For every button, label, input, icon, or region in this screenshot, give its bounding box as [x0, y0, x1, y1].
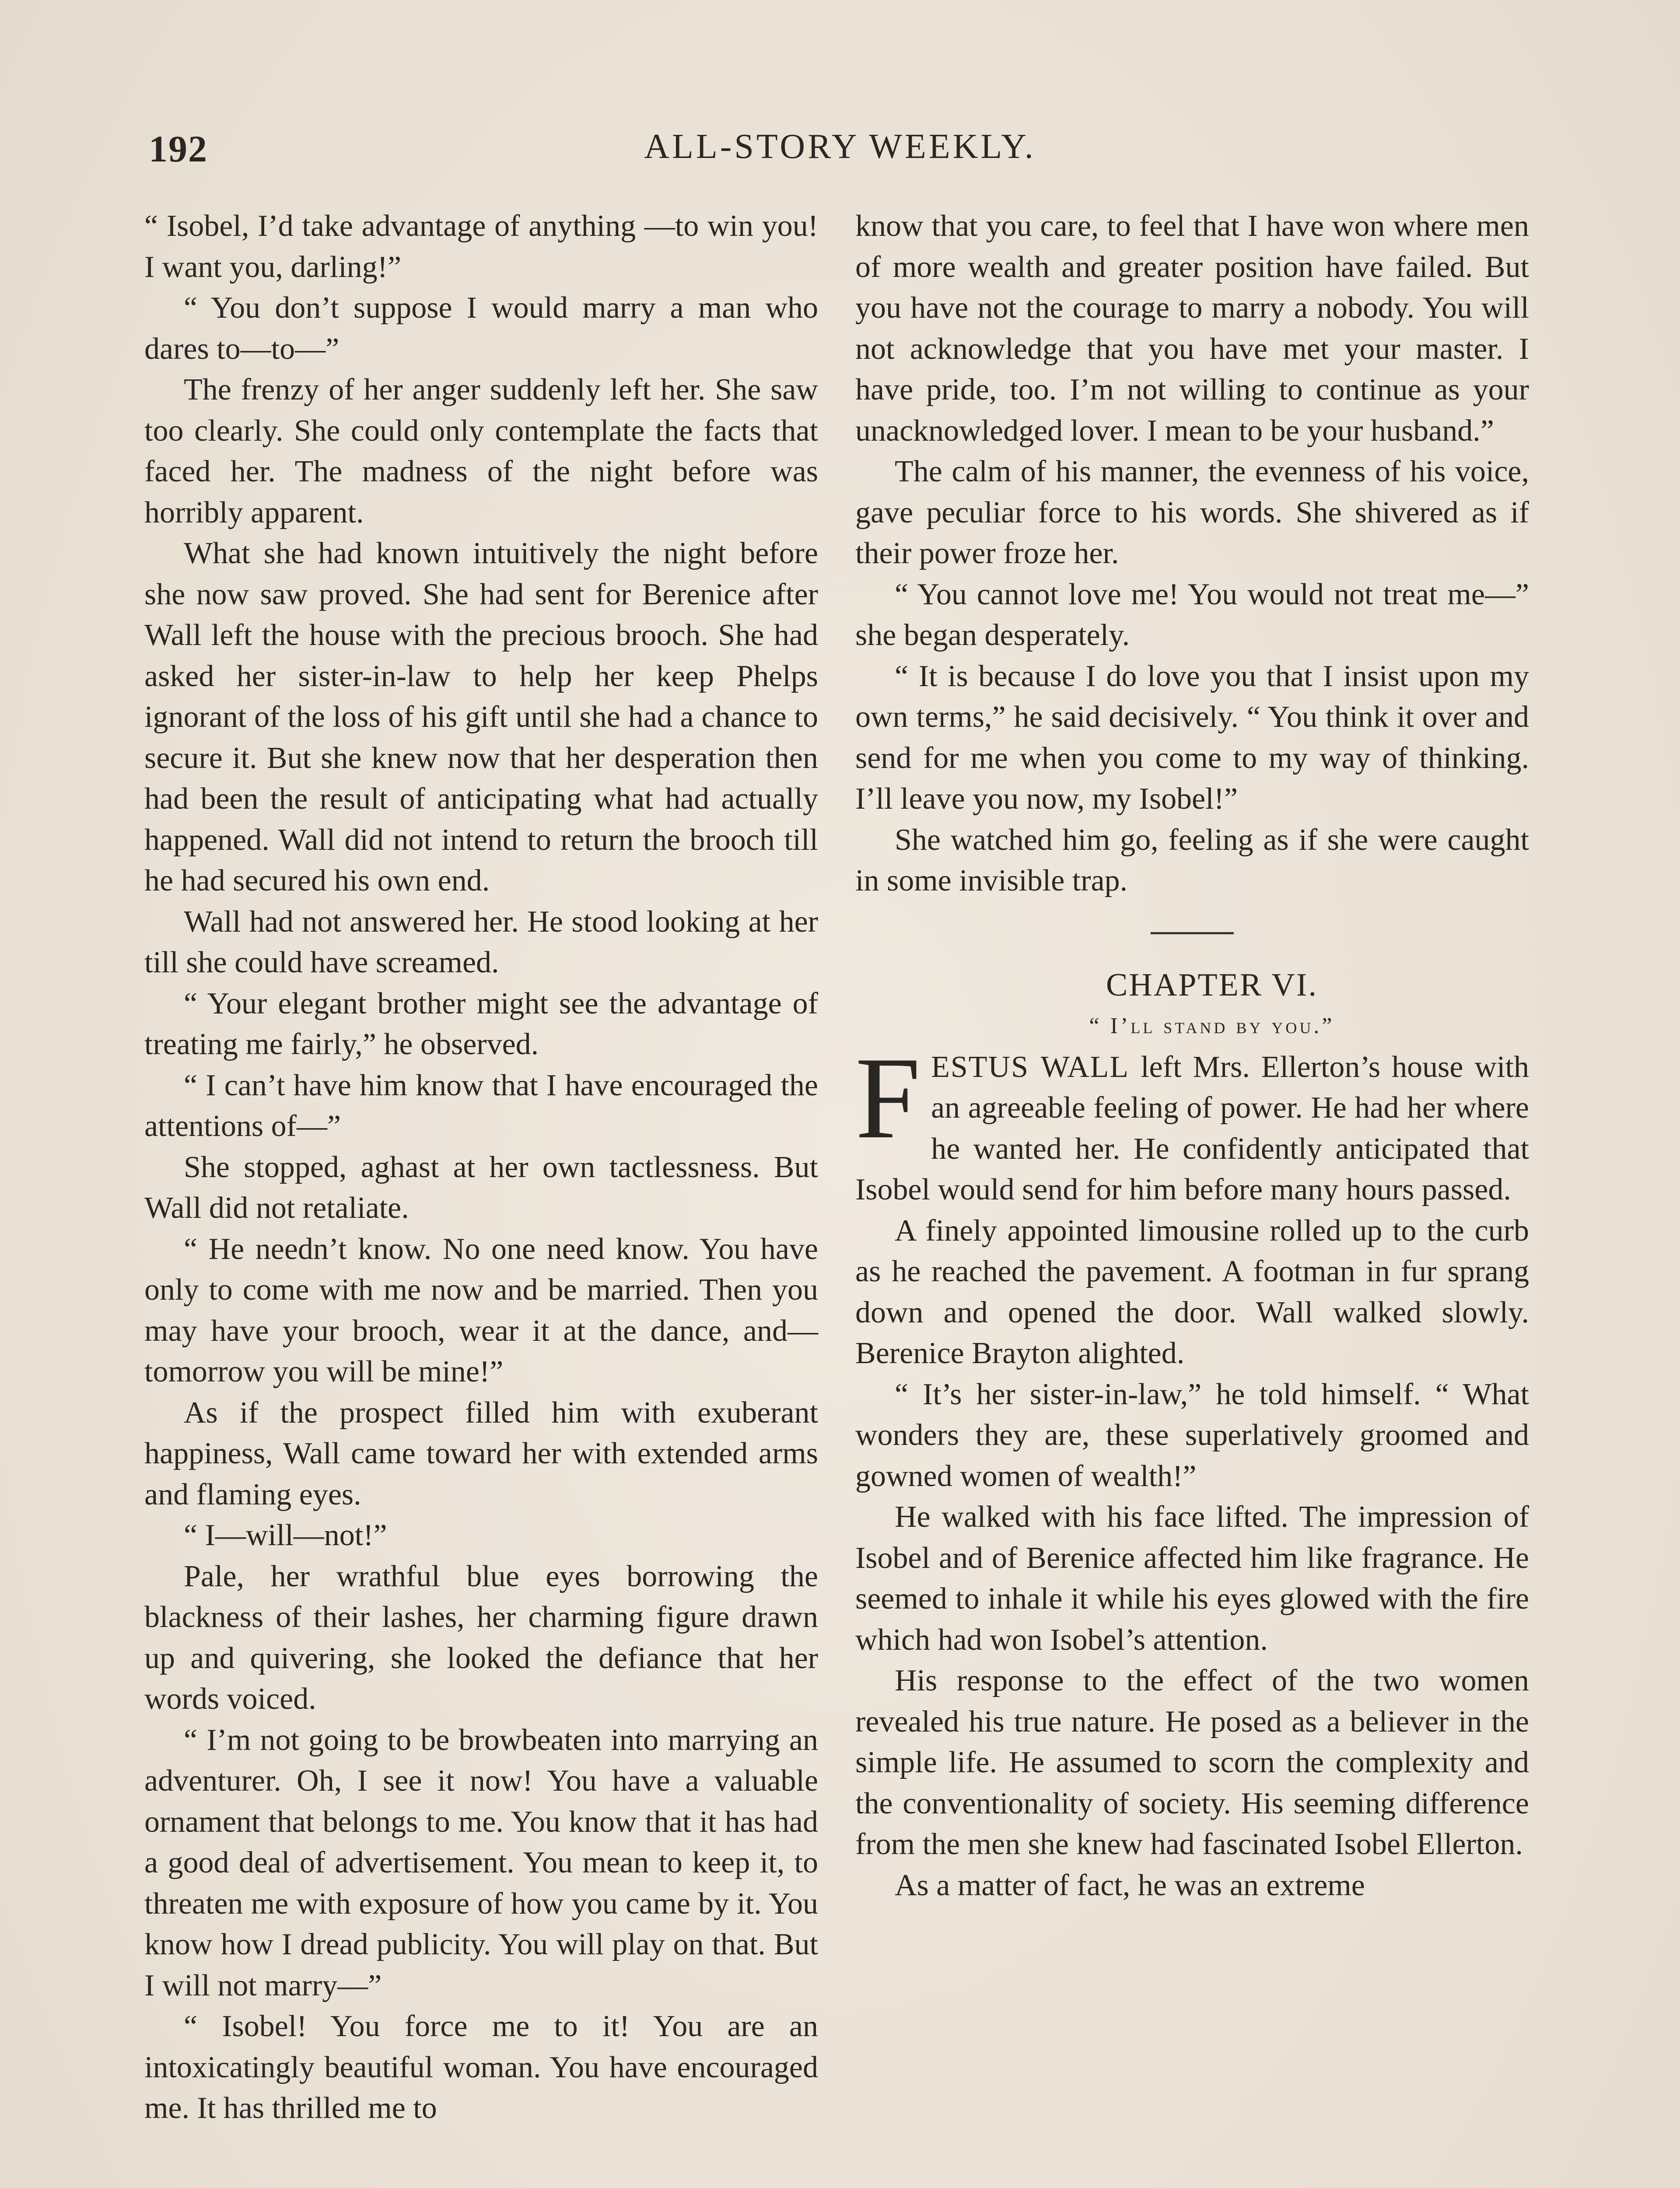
paragraph: She watched him go, feeling as if she were caught in some invisible trap.	[855, 823, 1529, 898]
paragraph: What she had known intuitively the night before she now saw proved. She had sent for Berenice after Wall left the house with the precious brooch. She had asked her sister-in-law to help her keep Phelps ignorant of the loss of his gift until she had a chance to secure it. But she knew now that her desperation then had been the result of anticipating what had actually happened. Wall did not intend to return the brooch till he had secured his own end.	[144, 536, 818, 898]
paragraph: A finely appointed limousine rolled up to the curb as he reached the pavement. A footman in fur sprang down and opened the door. Wall walked slowly. Berenice Brayton alighted.	[855, 1213, 1529, 1370]
right-column	[855, 206, 1529, 1906]
chapter-opening-paragraph	[855, 1032, 1529, 1210]
paragraph: “ It is because I do love you that I insist upon my own terms,” he said decisively. “ You think it over and send for me when you come to my way of thinking. I’ll leave you now, my Isobel!”	[855, 659, 1529, 816]
paragraph: As a matter of fact, he was an extreme	[895, 1868, 1365, 1902]
paragraph: “ I’m not going to be browbeaten into marrying an adventurer. Oh, I see it now! You have a valuable ornament that belongs to me. You know that it has had a good deal of advertisement. You mean to keep it, to threaten me with exposure of how you came by it. You know how I dread publicity. You will play on that. But I will not marry—”	[144, 1723, 818, 2002]
paragraph: Wall had not answered her. He stood looking at her till she could have screamed.	[144, 905, 818, 979]
chapter-subtitle: “ I’ll stand by you.”	[1089, 1013, 1335, 1038]
paragraph: “ You don’t suppose I would marry a man who dares to—to—”	[144, 291, 818, 366]
paragraph: “ Isobel, I’d take advantage of anything —to win you! I want you, darling!”	[144, 209, 818, 284]
paragraph: Pale, her wrathful blue eyes borrowing the blackness of their lashes, her charming figure drawn up and quivering, she looked the defiance that her words voiced.	[144, 1559, 818, 1716]
paragraph: The calm of his manner, the evenness of his voice, gave peculiar force to his words. She shivered as if their power froze her.	[855, 455, 1529, 570]
paragraph: His response to the effect of the two women revealed his true nature. He posed as a believer in the simple life. He assumed to scorn the complexity and the conventionality of society. His seeming difference from the men she knew had fascinated Isobel Ellerton.	[855, 1664, 1529, 1861]
page-header	[149, 127, 1531, 179]
chapter-title: CHAPTER VI.	[1106, 967, 1318, 1003]
page-number: 192	[149, 128, 208, 170]
left-column	[144, 206, 818, 2129]
paragraph: know that you care, to feel that I have won where men of more wealth and greater position have failed. But you have not the courage to marry a nobody. You will not acknowledge that you have met your master. I have pride, too. I’m not willing to continue as your unacknowledged lover. I mean to be your husband.”	[855, 209, 1529, 448]
paragraph: “ You cannot love me! You would not treat me—” she began desperately.	[855, 577, 1529, 652]
paragraph: “ I—will—not!”	[184, 1518, 387, 1552]
opening-text: left Mrs. Ellerton’s house with an agreeable feeling of power. He had her where he wanted her. He confidently anticipated that Isobel would send for him before many hours passed.	[855, 1050, 1529, 1206]
paragraph: “ He needn’t know. No one need know. You have only to come with me now and be married. Then you may have your brooch, wear it at the dance, and—tomorrow you will be mine!”	[144, 1232, 818, 1389]
paragraph: He walked with his face lifted. The impression of Isobel and of Berenice affected him like fragrance. He seemed to inhale it while his eyes glowed with the fire which had won Isobel’s attention.	[855, 1500, 1529, 1657]
section-divider	[1151, 932, 1234, 934]
opening-caps: ESTUS WALL	[931, 1050, 1130, 1084]
paragraph: As if the prospect filled him with exuberant happiness, Wall came toward her with extended arms and flaming eyes.	[144, 1396, 818, 1511]
running-head: ALL-STORY WEEKLY.	[644, 127, 1036, 166]
paragraph: “ It’s her sister-in-law,” he told himself. “ What wonders they are, these superlatively groomed and gowned women of wealth!”	[855, 1377, 1529, 1493]
paragraph: “ I can’t have him know that I have encouraged the attentions of—”	[144, 1068, 818, 1143]
drop-cap: F	[855, 1032, 921, 1163]
paragraph: She stopped, aghast at her own tactlessness. But Wall did not retaliate.	[144, 1150, 818, 1225]
paragraph: “ Your elegant brother might see the advantage of treating me fairly,” he observed.	[144, 986, 818, 1061]
paragraph: “ Isobel! You force me to it! You are an intoxicatingly beautiful woman. You have encouraged me. It has thrilled me to	[144, 2009, 818, 2125]
paragraph: The frenzy of her anger suddenly left her. She saw too clearly. She could only contemplate the facts that faced her. The madness of the night before was horribly apparent.	[144, 373, 818, 529]
